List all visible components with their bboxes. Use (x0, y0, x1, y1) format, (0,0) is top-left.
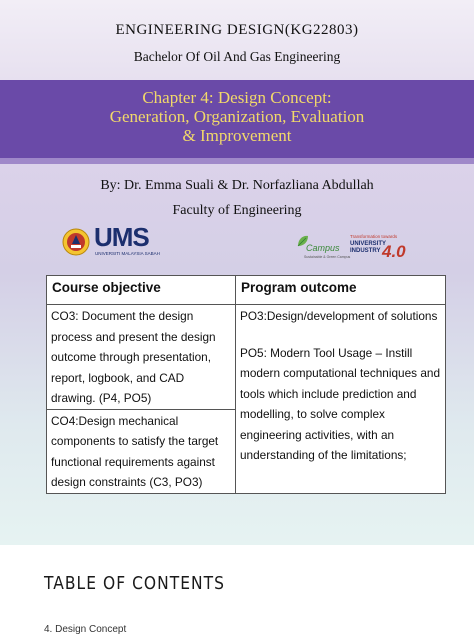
chapter-title-line-1: Chapter 4: Design Concept: (142, 88, 332, 107)
award-line-1: UNIVERSITY (350, 241, 387, 247)
award-number: 4.0 (382, 242, 406, 261)
ums-logo (62, 224, 172, 260)
banner-accent-stripe (0, 158, 474, 164)
objectives-table (46, 275, 446, 494)
chapter-title-line-2: Generation, Organization, Evaluation (109, 107, 365, 126)
course-objective-co3: CO3: Document the design process and present the design outcome through presentation, report, logbook, and CAD drawing. (P4, PO5) (47, 305, 236, 410)
chapter-title (0, 88, 474, 145)
campus-logo (294, 234, 351, 262)
faculty-line: Faculty of Engineering (172, 203, 302, 218)
program-outcome-cell (236, 305, 446, 494)
toc-item[interactable]: 4. Design Concept (44, 624, 127, 635)
program-name: Bachelor Of Oil And Gas Engineering (133, 49, 341, 64)
program-outcome-po5: PO5: Modern Tool Usage – Instill modern computational techniques and tools which include prediction and modelling, to solve complex engineering activities, with an understanding of the limitations; (240, 345, 441, 462)
ums-wordmark: UMS (94, 222, 149, 252)
award-tagline: Transformation towards (350, 234, 398, 239)
course-objective-co4: CO4:Design mechanical components to satisfy the target functional requirements against design constraints (C3, PO3) (47, 409, 236, 493)
campus-wordmark: Campus (306, 243, 340, 253)
authors-line: By: Dr. Emma Suali & Dr. Norfazliana Abdullah (100, 178, 374, 193)
table-row (47, 305, 446, 410)
campus-subtitle: Sustainable & Green Campus (304, 255, 351, 259)
university-seal-icon (62, 228, 90, 256)
program-outcome-po3: PO3:Design/development of solutions (240, 309, 438, 323)
column-header-course-objective: Course objective (47, 276, 236, 305)
table-of-contents-heading: TABLE OF CONTENTS (44, 573, 226, 594)
chapter-title-line-3: & Improvement (182, 126, 292, 145)
ums-subtitle: UNIVERSITI MALAYSIA SABAH (95, 251, 160, 256)
university-industry-logo (350, 234, 410, 262)
table-header-row (47, 276, 446, 305)
course-code: ENGINEERING DESIGN(KG22803) (115, 22, 359, 38)
award-line-2: INDUSTRY (350, 248, 381, 254)
column-header-program-outcome: Program outcome (236, 276, 446, 305)
